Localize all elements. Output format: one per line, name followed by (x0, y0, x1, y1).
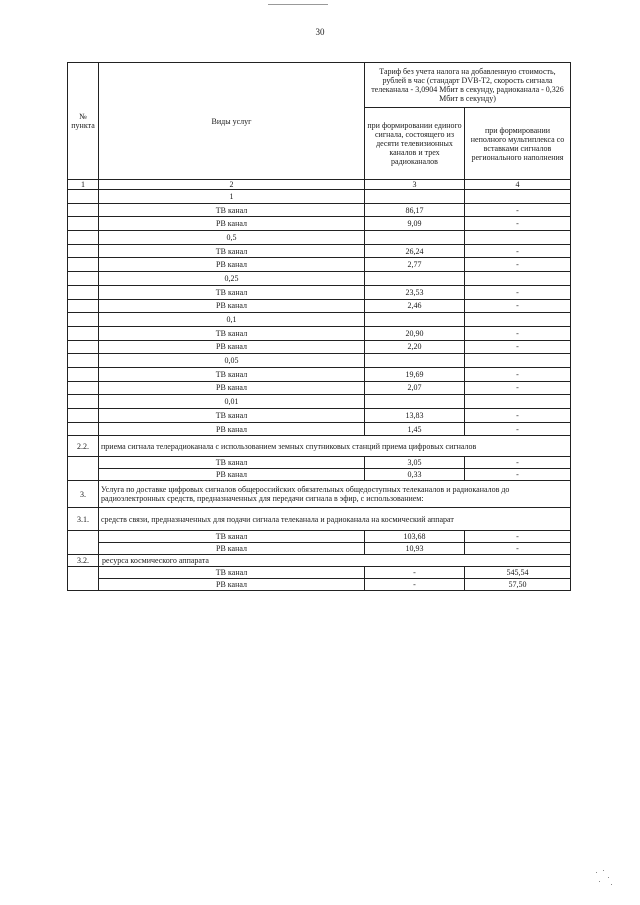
value-col3: 26,24 (365, 244, 465, 258)
table-row (68, 457, 571, 469)
value-col4: - (465, 422, 571, 436)
table-row (68, 326, 571, 340)
value-col4: - (465, 340, 571, 354)
channel-name: ТВ канал (99, 285, 365, 299)
header-partial-multiplex: при формировании неполного мультиплекса со вставками сигналов регионального наполнения (465, 108, 571, 180)
channel-name: ТВ канал (99, 409, 365, 423)
table-row (68, 409, 571, 423)
header-tariff: Тариф без учета налога на добавленную стоимость, рублей в час (стандарт DVB-T2, скорость сигнала телеканала - 3,0904 Мбит в секунду, радиоканала - 0,326 Мбит в секунду) (365, 63, 571, 108)
empty-cell (68, 409, 99, 423)
empty-cell (465, 313, 571, 327)
channel-name: РВ канал (99, 422, 365, 436)
channel-name: ТВ канал (99, 367, 365, 381)
top-scan-line (268, 4, 328, 5)
table-row (68, 299, 571, 313)
table-row (68, 531, 571, 543)
power-label: 0,05 (99, 354, 365, 368)
group-label-row (68, 395, 571, 409)
empty-cell (68, 367, 99, 381)
column-number: 3 (365, 180, 465, 190)
group-label-row (68, 313, 571, 327)
channel-name: ТВ канал (99, 203, 365, 217)
value-col3: 2,20 (365, 340, 465, 354)
power-label: 0,25 (99, 272, 365, 286)
value-col3: 103,68 (365, 531, 465, 543)
value-col4: - (465, 299, 571, 313)
empty-cell (465, 190, 571, 204)
value-col3: 2,77 (365, 258, 465, 272)
channel-name: РВ канал (99, 340, 365, 354)
column-number: 4 (465, 180, 571, 190)
value-col4: - (465, 409, 571, 423)
value-col3: 20,90 (365, 326, 465, 340)
empty-cell (68, 354, 99, 368)
empty-cell (68, 231, 99, 245)
table-row (68, 340, 571, 354)
power-groups (68, 190, 571, 436)
value-col4: 57,50 (465, 579, 571, 591)
value-col4: - (465, 285, 571, 299)
section-number: 3. (68, 481, 99, 508)
empty-cell (68, 531, 99, 555)
column-number: 2 (99, 180, 365, 190)
empty-cell (68, 340, 99, 354)
channel-name: РВ канал (99, 217, 365, 231)
value-col3: 19,69 (365, 367, 465, 381)
table-row (68, 285, 571, 299)
channel-name: ТВ канал (99, 244, 365, 258)
header-row-1 (68, 63, 571, 108)
empty-cell (365, 190, 465, 204)
section-text: ресурса космического аппарата (99, 555, 571, 567)
group-label-row (68, 272, 571, 286)
channel-name: РВ канал (99, 299, 365, 313)
channel-name: ТВ канал (99, 567, 365, 579)
section-number: 3.2. (68, 555, 99, 567)
empty-cell (68, 244, 99, 258)
section-text: средств связи, предназначенных для подачи сигнала телеканала и радиоканала на космический аппарат (99, 508, 571, 531)
table-row (68, 469, 571, 481)
section-row-3-2 (68, 555, 571, 567)
channel-name: РВ канал (99, 258, 365, 272)
value-col3: - (365, 579, 465, 591)
value-col4: 545,54 (465, 567, 571, 579)
value-col4: - (465, 326, 571, 340)
table-row (68, 367, 571, 381)
value-col3: 86,17 (365, 203, 465, 217)
value-col3: 9,09 (365, 217, 465, 231)
empty-cell (68, 395, 99, 409)
value-col4: - (465, 367, 571, 381)
empty-cell (465, 354, 571, 368)
empty-cell (465, 231, 571, 245)
value-col3: 23,53 (365, 285, 465, 299)
value-col3: 10,93 (365, 543, 465, 555)
value-col4: - (465, 203, 571, 217)
empty-cell (68, 203, 99, 217)
group-label-row (68, 354, 571, 368)
table-row (68, 381, 571, 395)
table-row (68, 567, 571, 579)
value-col3: 1,45 (365, 422, 465, 436)
column-numbers-row (68, 180, 571, 190)
empty-cell (365, 231, 465, 245)
value-col4: - (465, 543, 571, 555)
table-row (68, 422, 571, 436)
tariff-table (67, 62, 571, 591)
power-label: 0,1 (99, 313, 365, 327)
table-row (68, 244, 571, 258)
channel-name: РВ канал (99, 579, 365, 591)
table-row (68, 543, 571, 555)
value-col4: - (465, 469, 571, 481)
value-col4: - (465, 457, 571, 469)
empty-cell (68, 326, 99, 340)
section-row-3-1 (68, 508, 571, 531)
channel-name: ТВ канал (99, 457, 365, 469)
channel-name: РВ канал (99, 543, 365, 555)
section-row-3 (68, 481, 571, 508)
value-col3: 0,33 (365, 469, 465, 481)
value-col4: - (465, 381, 571, 395)
empty-cell (68, 313, 99, 327)
value-col4: - (465, 258, 571, 272)
channel-name: РВ канал (99, 469, 365, 481)
empty-cell (365, 395, 465, 409)
value-col4: - (465, 217, 571, 231)
empty-cell (465, 395, 571, 409)
header-item-number: № пункта (68, 63, 99, 180)
value-col3: 2,07 (365, 381, 465, 395)
section-number: 3.1. (68, 508, 99, 531)
header-single-signal: при формировании единого сигнала, состоящего из десяти телевизионных каналов и трех радиоканалов (365, 108, 465, 180)
empty-cell (365, 272, 465, 286)
value-col4: - (465, 244, 571, 258)
empty-cell (68, 285, 99, 299)
empty-cell (365, 313, 465, 327)
empty-cell (365, 354, 465, 368)
channel-name: РВ канал (99, 381, 365, 395)
empty-cell (68, 457, 99, 481)
empty-cell (68, 422, 99, 436)
table-row (68, 217, 571, 231)
channel-name: ТВ канал (99, 326, 365, 340)
empty-cell (68, 190, 99, 204)
channel-name: ТВ канал (99, 531, 365, 543)
section-number: 2.2. (68, 436, 99, 457)
empty-cell (68, 299, 99, 313)
empty-cell (68, 272, 99, 286)
value-col3: 3,05 (365, 457, 465, 469)
header-services: Виды услуг (99, 63, 365, 180)
value-col3: 2,46 (365, 299, 465, 313)
table-row (68, 579, 571, 591)
table-row (68, 258, 571, 272)
power-label: 0,5 (99, 231, 365, 245)
group-label-row (68, 231, 571, 245)
power-label: 1 (99, 190, 365, 204)
column-number: 1 (68, 180, 99, 190)
value-col4: - (465, 531, 571, 543)
section-row-2-2 (68, 436, 571, 457)
section-text: приема сигнала телерадиоканала с использованием земных спутниковых станций приема цифровых сигналов (99, 436, 571, 457)
group-label-row (68, 190, 571, 204)
empty-cell (68, 258, 99, 272)
section-text: Услуга по доставке цифровых сигналов общероссийских обязательных общедоступных телеканалов и радиоканалов до радиоэлектронных средств, предназначенных для передачи сигнала в эфир, с использованием: (99, 481, 571, 508)
empty-cell (465, 272, 571, 286)
empty-cell (68, 217, 99, 231)
value-col3: 13,83 (365, 409, 465, 423)
value-col3: - (365, 567, 465, 579)
empty-cell (68, 567, 99, 591)
empty-cell (68, 381, 99, 395)
scan-noise (594, 869, 614, 887)
table-row (68, 203, 571, 217)
power-label: 0,01 (99, 395, 365, 409)
page-number: 30 (315, 27, 325, 37)
